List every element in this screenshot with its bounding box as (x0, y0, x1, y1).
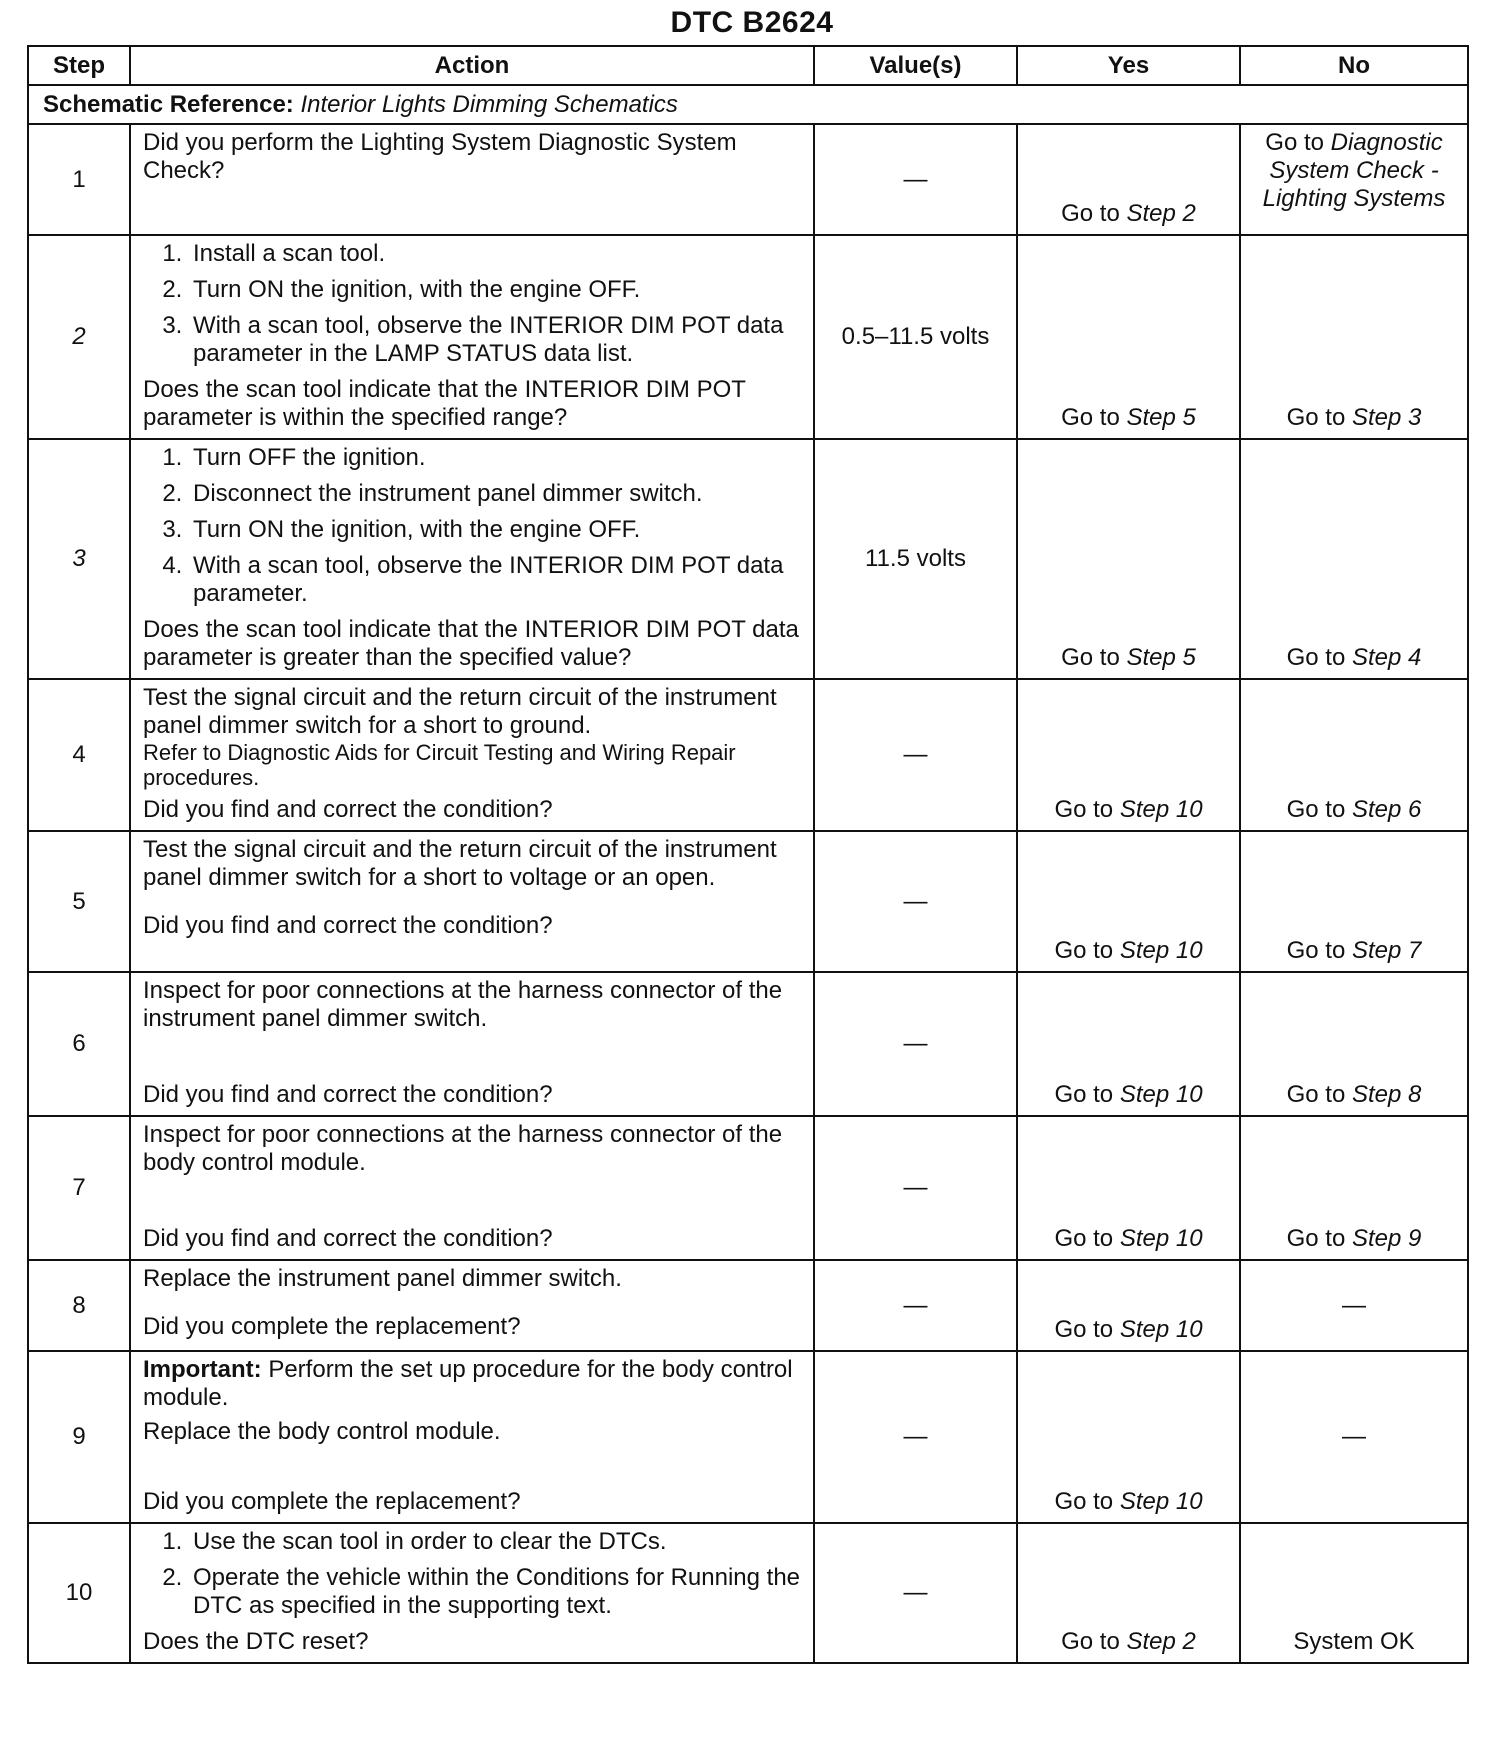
no-step-link[interactable]: Step 3 (1351, 404, 1422, 431)
schematic-row (28, 85, 1468, 124)
no-cell (1240, 679, 1468, 831)
action-question: Does the scan tool indicate that the INTERIOR DIM POT data parameter is greater than the specified value? (143, 616, 799, 671)
no-cell (1240, 124, 1468, 235)
go-to-label: Go to (1286, 644, 1346, 671)
action-text: Test the signal circuit and the return circuit of the instrument panel dimmer switch for a short to voltage or an open. (143, 836, 777, 891)
table-row (28, 1260, 1468, 1351)
no-cell: — (1240, 1260, 1468, 1351)
no-cell (1240, 235, 1468, 439)
go-to-label: Go to (1286, 796, 1346, 823)
header-values: Value(s) (814, 46, 1017, 85)
action-list (143, 240, 803, 368)
table-row (28, 1116, 1468, 1260)
step-number: 3 (28, 439, 130, 679)
action-note: Refer to Diagnostic Aids for Circuit Testing and Wiring Repair procedures. (143, 740, 736, 790)
action-text: Replace the body control module. (143, 1418, 501, 1445)
yes-step-link[interactable]: Step 10 (1119, 937, 1203, 964)
action-text: Inspect for poor connections at the harness connector of the body control module. (143, 1121, 783, 1176)
go-to-label: Go to (1061, 200, 1120, 227)
no-step-link[interactable]: Step 9 (1351, 1225, 1422, 1252)
go-to-label: Go to (1054, 937, 1114, 964)
table-row (28, 439, 1468, 679)
value-cell: — (814, 1260, 1017, 1351)
action-cell (130, 235, 814, 439)
value-cell: — (814, 124, 1017, 235)
action-question: Did you find and correct the condition? (143, 912, 553, 939)
action-text: Inspect for poor connections at the harness connector of the instrument panel dimmer switch. (143, 977, 783, 1032)
yes-cell (1017, 1351, 1240, 1523)
action-cell (130, 679, 814, 831)
action-cell (130, 1116, 814, 1260)
action-cell (130, 1523, 814, 1663)
list-item: 3. Turn ON the ignition, with the engine OFF. (189, 516, 803, 544)
table-row (28, 1523, 1468, 1663)
header-yes: Yes (1017, 46, 1240, 85)
action-cell (130, 439, 814, 679)
header-row (28, 46, 1468, 85)
action-question: Did you complete the replacement? (143, 1313, 521, 1340)
header-step: Step (28, 46, 130, 85)
go-to-label: Go to (1054, 1225, 1114, 1252)
action-question: Did you find and correct the condition? (143, 1225, 553, 1252)
value-cell: — (814, 1116, 1017, 1260)
yes-cell (1017, 1116, 1240, 1260)
diagnostic-table (27, 45, 1469, 1664)
no-cell: — (1240, 1351, 1468, 1523)
step-number: 8 (28, 1260, 130, 1351)
value-cell: — (814, 1523, 1017, 1663)
action-text: Test the signal circuit and the return circuit of the instrument panel dimmer switch for a short to ground. (143, 684, 777, 739)
step-number: 10 (28, 1523, 130, 1663)
action-question: Did you complete the replacement? (143, 1488, 521, 1515)
go-to-label: Go to (1054, 796, 1114, 823)
list-item: 1. Turn OFF the ignition. (189, 444, 803, 472)
action-question: Does the scan tool indicate that the INTERIOR DIM POT parameter is within the specified range? (143, 376, 746, 431)
yes-cell (1017, 972, 1240, 1116)
action-question: Did you find and correct the condition? (143, 796, 553, 823)
yes-cell (1017, 1523, 1240, 1663)
value-cell: — (814, 972, 1017, 1116)
yes-step-link[interactable]: Step 10 (1119, 1081, 1203, 1108)
yes-cell (1017, 679, 1240, 831)
yes-cell (1017, 124, 1240, 235)
go-to-label: Go to (1061, 1628, 1120, 1655)
yes-step-link[interactable]: Step 5 (1126, 644, 1196, 671)
list-item: 3. With a scan tool, observe the INTERIOR DIM POT data parameter in the LAMP STATUS data list. (189, 312, 803, 368)
step-number: 5 (28, 831, 130, 972)
go-to-label: Go to (1265, 129, 1324, 156)
no-cell (1240, 831, 1468, 972)
no-cell: System OK (1240, 1523, 1468, 1663)
step-number: 2 (28, 235, 130, 439)
table-row (28, 831, 1468, 972)
go-to-label: Go to (1054, 1081, 1114, 1108)
yes-step-link[interactable]: Step 10 (1119, 796, 1203, 823)
table-row (28, 972, 1468, 1116)
header-no: No (1240, 46, 1468, 85)
no-cell (1240, 439, 1468, 679)
action-list (143, 1528, 803, 1620)
list-item: 2. Operate the vehicle within the Conditions for Running the DTC as specified in the supporting text. (189, 1564, 803, 1620)
no-step-link[interactable]: Step 4 (1351, 644, 1422, 671)
table-row (28, 1351, 1468, 1523)
go-to-label: Go to (1054, 1488, 1114, 1515)
header-action: Action (130, 46, 814, 85)
action-question: Does the DTC reset? (143, 1628, 369, 1655)
list-item: 1. Install a scan tool. (189, 240, 803, 268)
list-item: 4. With a scan tool, observe the INTERIOR DIM POT data parameter. (189, 552, 803, 608)
action-cell (130, 1351, 814, 1523)
table-row (28, 235, 1468, 439)
go-to-label: Go to (1286, 937, 1346, 964)
action-cell (130, 972, 814, 1116)
no-step-link[interactable]: Step 8 (1351, 1081, 1422, 1108)
no-cell (1240, 972, 1468, 1116)
go-to-label: Go to (1061, 644, 1120, 671)
important-label: Important: (143, 1356, 262, 1383)
step-number: 1 (28, 124, 130, 235)
step-number: 9 (28, 1351, 130, 1523)
yes-cell (1017, 1260, 1240, 1351)
action-question: Did you find and correct the condition? (143, 1081, 553, 1108)
schematic-reference-link[interactable]: Interior Lights Dimming Schematics (300, 90, 678, 118)
no-step-link[interactable]: Diagnostic System Check - Lighting Systems (1262, 129, 1446, 212)
schematic-label: Schematic Reference: (43, 90, 294, 118)
yes-cell (1017, 831, 1240, 972)
yes-step-link[interactable]: Step 2 (1126, 200, 1196, 227)
important-text: Perform the set up procedure for the body control module. (143, 1356, 793, 1411)
list-item: 2. Turn ON the ignition, with the engine OFF. (189, 276, 803, 304)
yes-cell (1017, 235, 1240, 439)
list-item: 2. Disconnect the instrument panel dimmer switch. (189, 480, 803, 508)
yes-step-link[interactable]: Step 2 (1126, 1628, 1196, 1655)
go-to-label: Go to (1286, 1081, 1346, 1108)
value-cell: — (814, 1351, 1017, 1523)
action-text: Did you perform the Lighting System Diagnostic System Check? (130, 124, 814, 235)
step-number: 7 (28, 1116, 130, 1260)
value-cell: — (814, 679, 1017, 831)
action-cell (130, 1260, 814, 1351)
value-cell: 11.5 volts (814, 439, 1017, 679)
no-cell (1240, 1116, 1468, 1260)
list-item: 1. Use the scan tool in order to clear the DTCs. (189, 1528, 803, 1556)
action-text: Replace the instrument panel dimmer switch. (143, 1265, 622, 1292)
no-step-link[interactable]: Step 7 (1351, 937, 1422, 964)
table-row (28, 679, 1468, 831)
value-cell: — (814, 831, 1017, 972)
yes-step-link[interactable]: Step 10 (1119, 1316, 1203, 1343)
action-list (143, 444, 803, 608)
value-cell: 0.5–11.5 volts (814, 235, 1017, 439)
table-row (28, 124, 1468, 235)
go-to-label: Go to (1286, 404, 1346, 431)
go-to-label: Go to (1054, 1316, 1114, 1343)
no-step-link[interactable]: Step 6 (1351, 796, 1422, 823)
step-number: 6 (28, 972, 130, 1116)
important-note (143, 1356, 803, 1412)
yes-step-link[interactable]: Step 5 (1126, 404, 1196, 431)
yes-step-link[interactable]: Step 10 (1119, 1225, 1203, 1252)
go-to-label: Go to (1286, 1225, 1346, 1252)
yes-step-link[interactable]: Step 10 (1119, 1488, 1203, 1515)
step-number: 4 (28, 679, 130, 831)
action-cell (130, 831, 814, 972)
page-title: DTC B2624 (670, 6, 834, 39)
go-to-label: Go to (1061, 404, 1120, 431)
yes-cell (1017, 439, 1240, 679)
